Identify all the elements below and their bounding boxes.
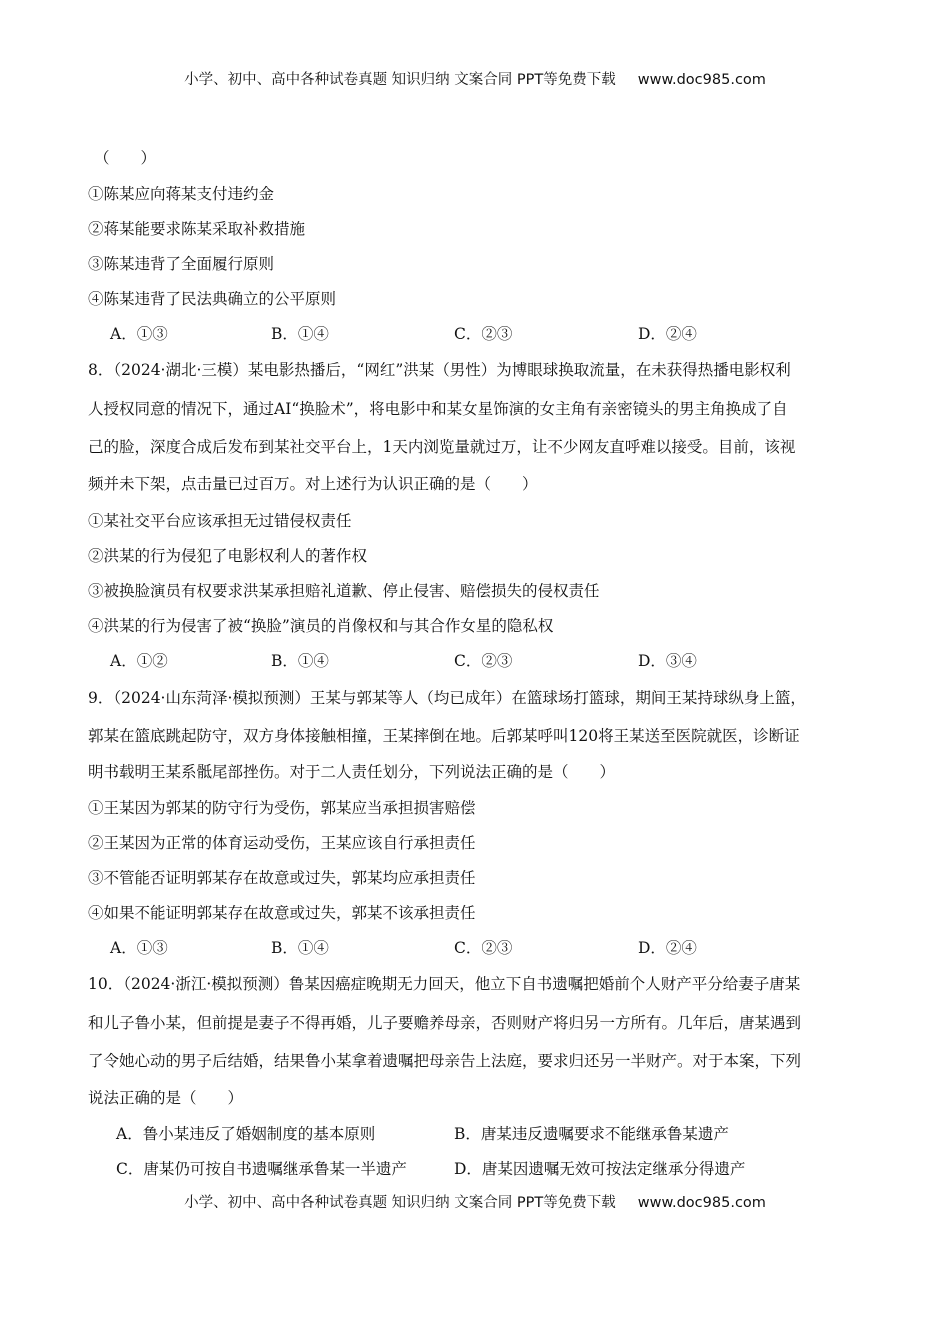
q9-option-a[interactable]: A．①③ (110, 939, 168, 957)
q8-stem-line-1: 8．（2024·湖北·三模）某电影热播后，“网红”洪某（男性）为博眼球换取流量，在未获得热播电影权利 (88, 361, 791, 379)
q9-options (88, 936, 868, 960)
q9-option-c[interactable]: C．②③ (454, 939, 513, 957)
q8-option-a[interactable]: A．①② (110, 652, 168, 670)
page-footer (0, 1191, 950, 1212)
header-text: 小学、初中、高中各种试卷真题 知识归纳 文案合同 PPT等免费下载 (184, 72, 616, 88)
q7-option-b[interactable]: B．①④ (271, 325, 329, 343)
q8-item-3: ③被换脸演员有权要求洪某承担赔礼道歉、停止侵害、赔偿损失的侵权责任 (88, 582, 600, 600)
q10-stem-line-2: 和儿子鲁小某，但前提是妻子不得再婚，儿子要赡养母亲，否则财产将归另一方所有。几年后，唐某遇到 (88, 1014, 802, 1032)
q10-stem-line-1: 10．（2024·浙江·模拟预测）鲁某因癌症晚期无力回天，他立下自书遗嘱把婚前个人财产平分给妻子唐某 (88, 975, 801, 993)
q9-option-b[interactable]: B．①④ (271, 939, 329, 957)
q10-option-a[interactable]: A．鲁小某违反了婚姻制度的基本原则 (116, 1125, 376, 1143)
q9-option-d[interactable]: D．②④ (638, 939, 697, 957)
q7-item-3: ③陈某违背了全面履行原则 (88, 255, 275, 273)
footer-url[interactable]: www.doc985.com (637, 1195, 766, 1211)
q8-item-2: ②洪某的行为侵犯了电影权利人的著作权 (88, 547, 368, 565)
q10-option-c[interactable]: C．唐某仍可按自书遗嘱继承鲁某一半遗产 (116, 1160, 407, 1178)
q7-option-d[interactable]: D．②④ (638, 325, 697, 343)
q9-stem-line-3: 明书载明王某系骶尾部挫伤。对于二人责任划分，下列说法正确的是（ ） (88, 763, 616, 781)
q10-stem-line-3: 了令她心动的男子后结婚，结果鲁小某拿着遗嘱把母亲告上法庭，要求归还另一半财产。对于本案，下列 (88, 1052, 802, 1070)
q8-stem-line-3: 己的脸，深度合成后发布到某社交平台上，1天内浏览量就过万，让不少网友直呼难以接受。目前，该视 (88, 438, 796, 456)
q7-item-2: ②蒋某能要求陈某采取补救措施 (88, 220, 306, 238)
page-header (0, 68, 950, 89)
q8-item-1: ①某社交平台应该承担无过错侵权责任 (88, 512, 352, 530)
q7-option-a[interactable]: A．①③ (110, 325, 168, 343)
header-url[interactable]: www.doc985.com (637, 72, 766, 88)
q10-option-b[interactable]: B．唐某违反遗嘱要求不能继承鲁某遗产 (454, 1125, 729, 1143)
q8-option-b[interactable]: B．①④ (271, 652, 329, 670)
q7-item-1: ①陈某应向蒋某支付违约金 (88, 185, 275, 203)
q8-item-4: ④洪某的行为侵害了被“换脸”演员的肖像权和与其合作女星的隐私权 (88, 617, 554, 635)
q9-item-1: ①王某因为郭某的防守行为受伤，郭某应当承担损害赔偿 (88, 799, 476, 817)
q7-options (88, 322, 868, 346)
q7-answer-bracket: （ ） (94, 149, 157, 167)
q8-option-c[interactable]: C．②③ (454, 652, 513, 670)
q7-option-c[interactable]: C．②③ (454, 325, 513, 343)
q10-options-row-2 (88, 1157, 868, 1181)
q8-stem-line-2: 人授权同意的情况下，通过AI“换脸术”，将电影中和某女星饰演的女主角有亲密镜头的男主角换成了自 (88, 400, 788, 418)
q8-options (88, 649, 868, 673)
q8-stem-line-4: 频并未下架，点击量已过百万。对上述行为认识正确的是（ ） (88, 475, 538, 493)
q9-item-4: ④如果不能证明郭某存在故意或过失，郭某不该承担责任 (88, 904, 476, 922)
q10-options-row-1 (88, 1122, 868, 1146)
q9-stem-line-2: 郭某在篮底跳起防守，双方身体接触相撞，王某摔倒在地。后郭某呼叫120将王某送至医院就医，诊断证 (88, 727, 800, 745)
footer-text: 小学、初中、高中各种试卷真题 知识归纳 文案合同 PPT等免费下载 (184, 1195, 616, 1211)
q10-option-d[interactable]: D．唐某因遗嘱无效可按法定继承分得遗产 (454, 1160, 746, 1178)
q9-item-3: ③不管能否证明郭某存在故意或过失，郭某均应承担责任 (88, 869, 476, 887)
q9-item-2: ②王某因为正常的体育运动受伤，王某应该自行承担责任 (88, 834, 476, 852)
q9-stem-line-1: 9．（2024·山东菏泽·模拟预测）王某与郭某等人（均已成年）在篮球场打篮球，期间王某持球纵身上篮， (88, 689, 806, 707)
q10-stem-line-4: 说法正确的是（ ） (88, 1089, 244, 1107)
q7-item-4: ④陈某违背了民法典确立的公平原则 (88, 290, 337, 308)
q8-option-d[interactable]: D．③④ (638, 652, 697, 670)
